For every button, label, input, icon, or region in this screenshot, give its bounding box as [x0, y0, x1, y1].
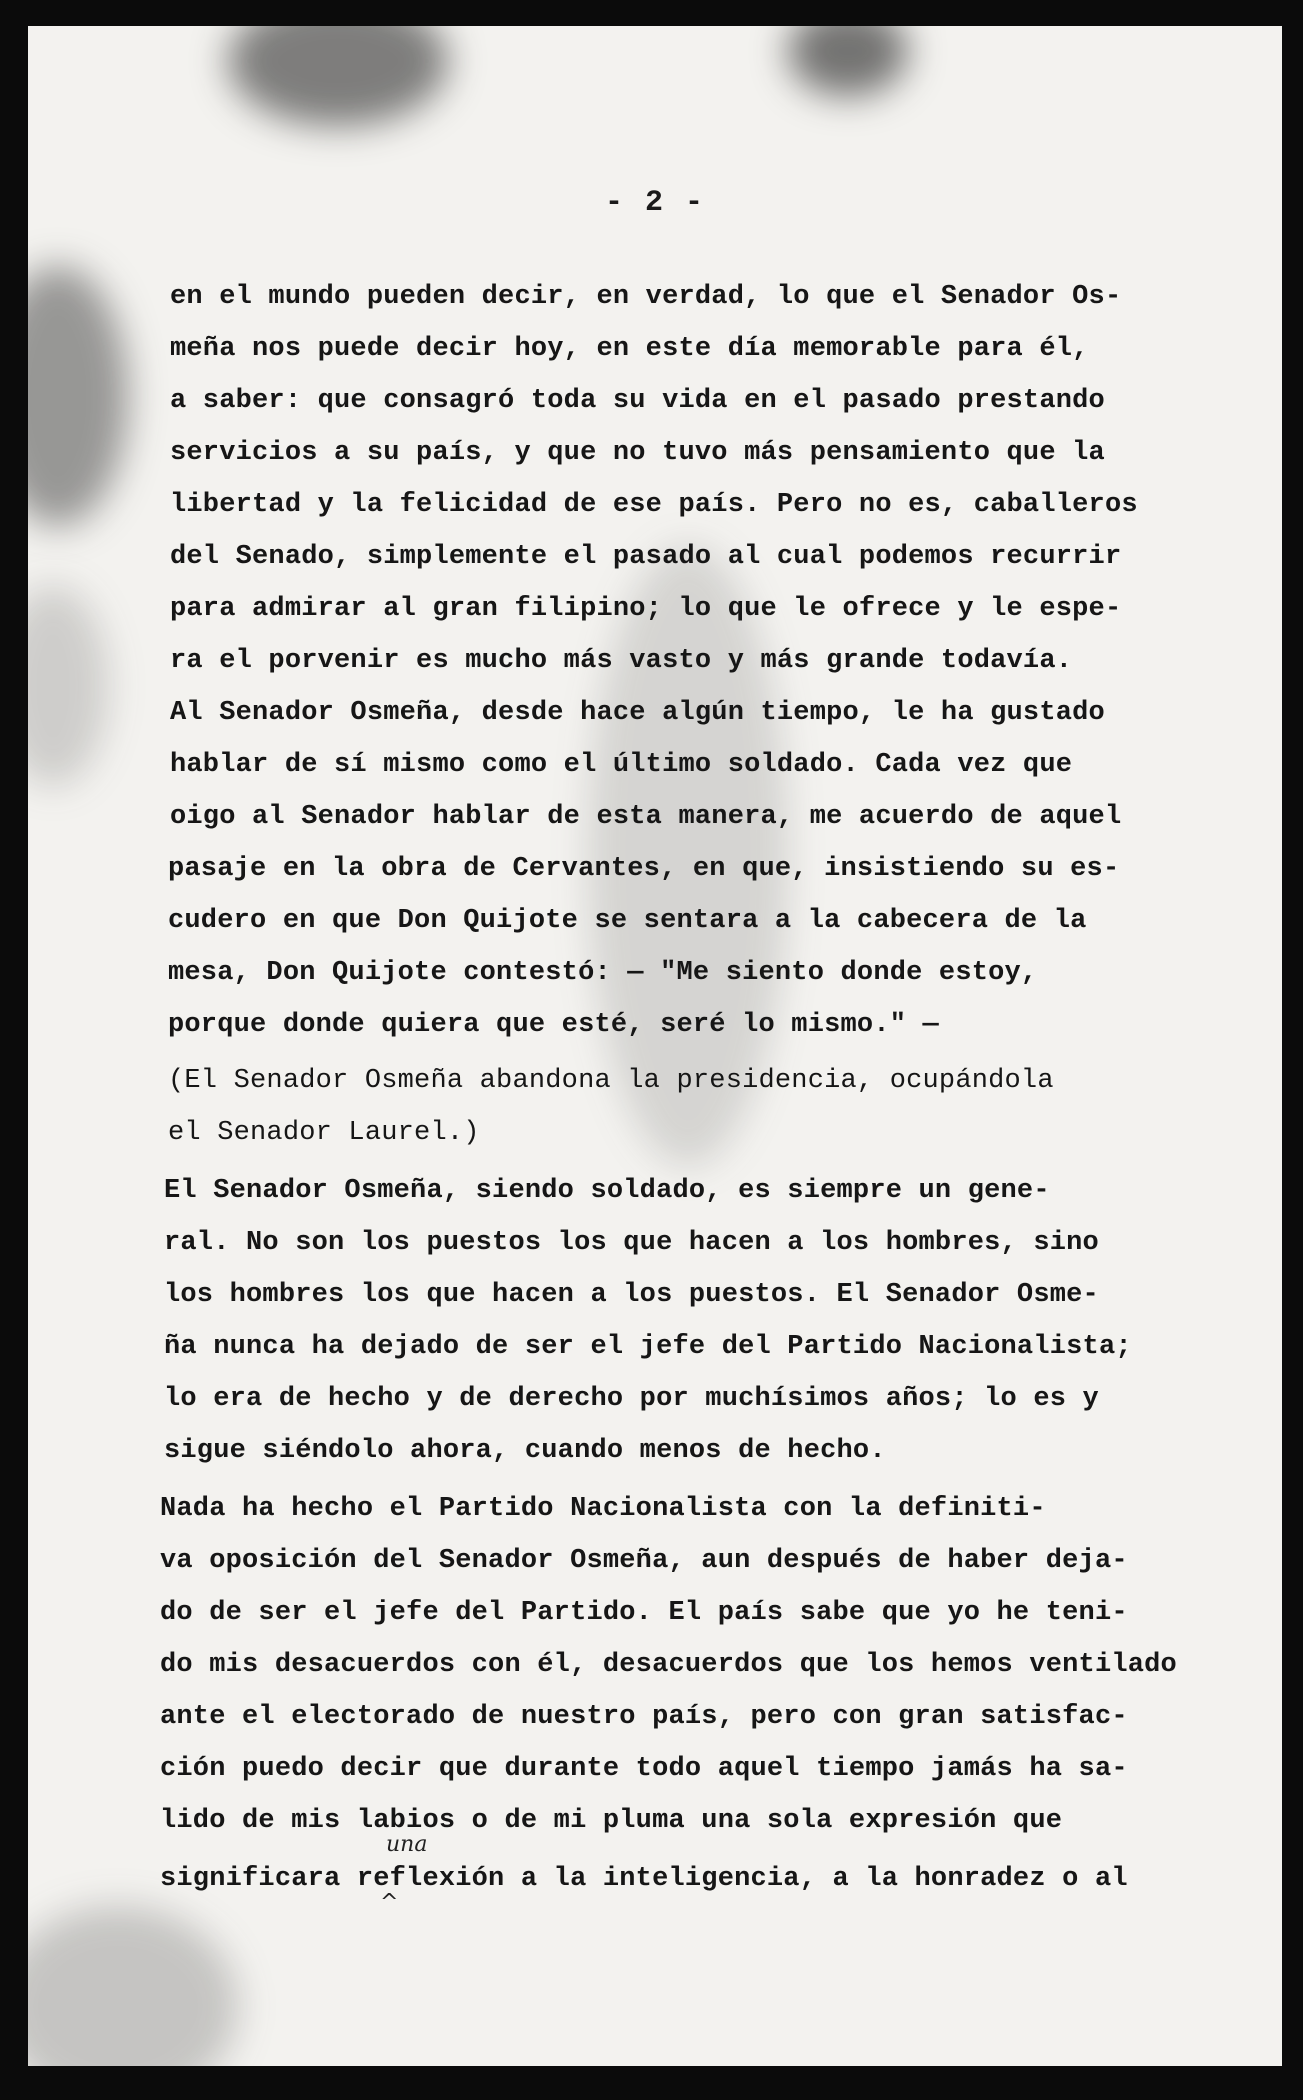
- text-line-7: para admirar al gran filipino; lo que le ofrece y le espe-: [170, 594, 1122, 624]
- text-line-20: los hombres los que hacen a los puestos. El Senador Osme-: [164, 1280, 1099, 1310]
- text-line-10: hablar de sí mismo como el último soldado. Cada vez que: [170, 750, 1073, 780]
- text-line-9: Al Senador Osmeña, desde hace algún tiempo, le ha gustado: [170, 698, 1105, 728]
- document-page: [28, 26, 1282, 2066]
- scan-stain-top-right: [788, 26, 908, 96]
- text-line-14: mesa, Don Quijote contestó: — "Me siento donde estoy,: [168, 958, 1038, 988]
- scan-stain-left: [28, 266, 128, 526]
- scan-stain-top: [228, 26, 448, 126]
- text-line-24: Nada ha hecho el Partido Nacionalista con la definiti-: [160, 1494, 1046, 1524]
- scan-stain-bottom-left: [28, 1906, 238, 2066]
- text-line-28: ante el electorado de nuestro país, pero con gran satisfac-: [160, 1702, 1128, 1732]
- text-line-4: servicios a su país, y que no tuvo más pensamiento que la: [170, 438, 1105, 468]
- text-line-3: a saber: que consagró toda su vida en el pasado prestando: [170, 386, 1105, 416]
- text-line-6: del Senado, simplemente el pasado al cual podemos recurrir: [170, 542, 1122, 572]
- page-number: - 2 -: [604, 186, 705, 220]
- text-line-11: oigo al Senador hablar de esta manera, me acuerdo de aquel: [170, 802, 1122, 832]
- text-line-1: en el mundo pueden decir, en verdad, lo que el Senador Os-: [170, 282, 1122, 312]
- text-line-25: va oposición del Senador Osmeña, aun después de haber deja-: [160, 1546, 1128, 1576]
- text-line-15: porque donde quiera que esté, seré lo mismo." —: [168, 1010, 939, 1040]
- text-line-27: do mis desacuerdos con él, desacuerdos que los hemos ventilado: [160, 1650, 1177, 1680]
- text-line-5: libertad y la felicidad de ese país. Pero no es, caballeros: [170, 490, 1138, 520]
- text-line-17: el Senador Laurel.): [168, 1118, 480, 1148]
- text-line-13: cudero en que Don Quijote se sentara a la cabecera de la: [168, 906, 1087, 936]
- text-line-21: ña nunca ha dejado de ser el jefe del Partido Nacionalista;: [164, 1332, 1132, 1362]
- text-line-8: ra el porvenir es mucho más vasto y más grande todavía.: [170, 646, 1073, 676]
- text-line-19: ral. No son los puestos los que hacen a los hombres, sino: [164, 1228, 1099, 1258]
- text-line-2: meña nos puede decir hoy, en este día memorable para él,: [170, 334, 1089, 364]
- text-line-12: pasaje en la obra de Cervantes, en que, insistiendo su es-: [168, 854, 1120, 884]
- text-line-31: significara reflexión a la inteligencia, a la honradez o al: [160, 1864, 1128, 1894]
- text-line-29: ción puedo decir que durante todo aquel tiempo jamás ha sa-: [160, 1754, 1128, 1784]
- text-line-16: (El Senador Osmeña abandona la presidencia, ocupándola: [168, 1066, 1054, 1096]
- text-line-26: do de ser el jefe del Partido. El país sabe que yo he teni-: [160, 1598, 1128, 1628]
- text-line-23: sigue siéndolo ahora, cuando menos de hecho.: [164, 1436, 886, 1466]
- handwritten-insertion: una: [386, 1832, 428, 1857]
- text-line-30: lido de mis labios o de mi pluma una sola expresión que: [160, 1806, 1063, 1836]
- text-line-22: lo era de hecho y de derecho por muchísimos años; lo es y: [164, 1384, 1099, 1414]
- text-line-18: El Senador Osmeña, siendo soldado, es siempre un gene-: [164, 1176, 1050, 1206]
- insertion-caret: ^: [380, 1890, 399, 1915]
- scan-stain-left-mid: [28, 586, 108, 786]
